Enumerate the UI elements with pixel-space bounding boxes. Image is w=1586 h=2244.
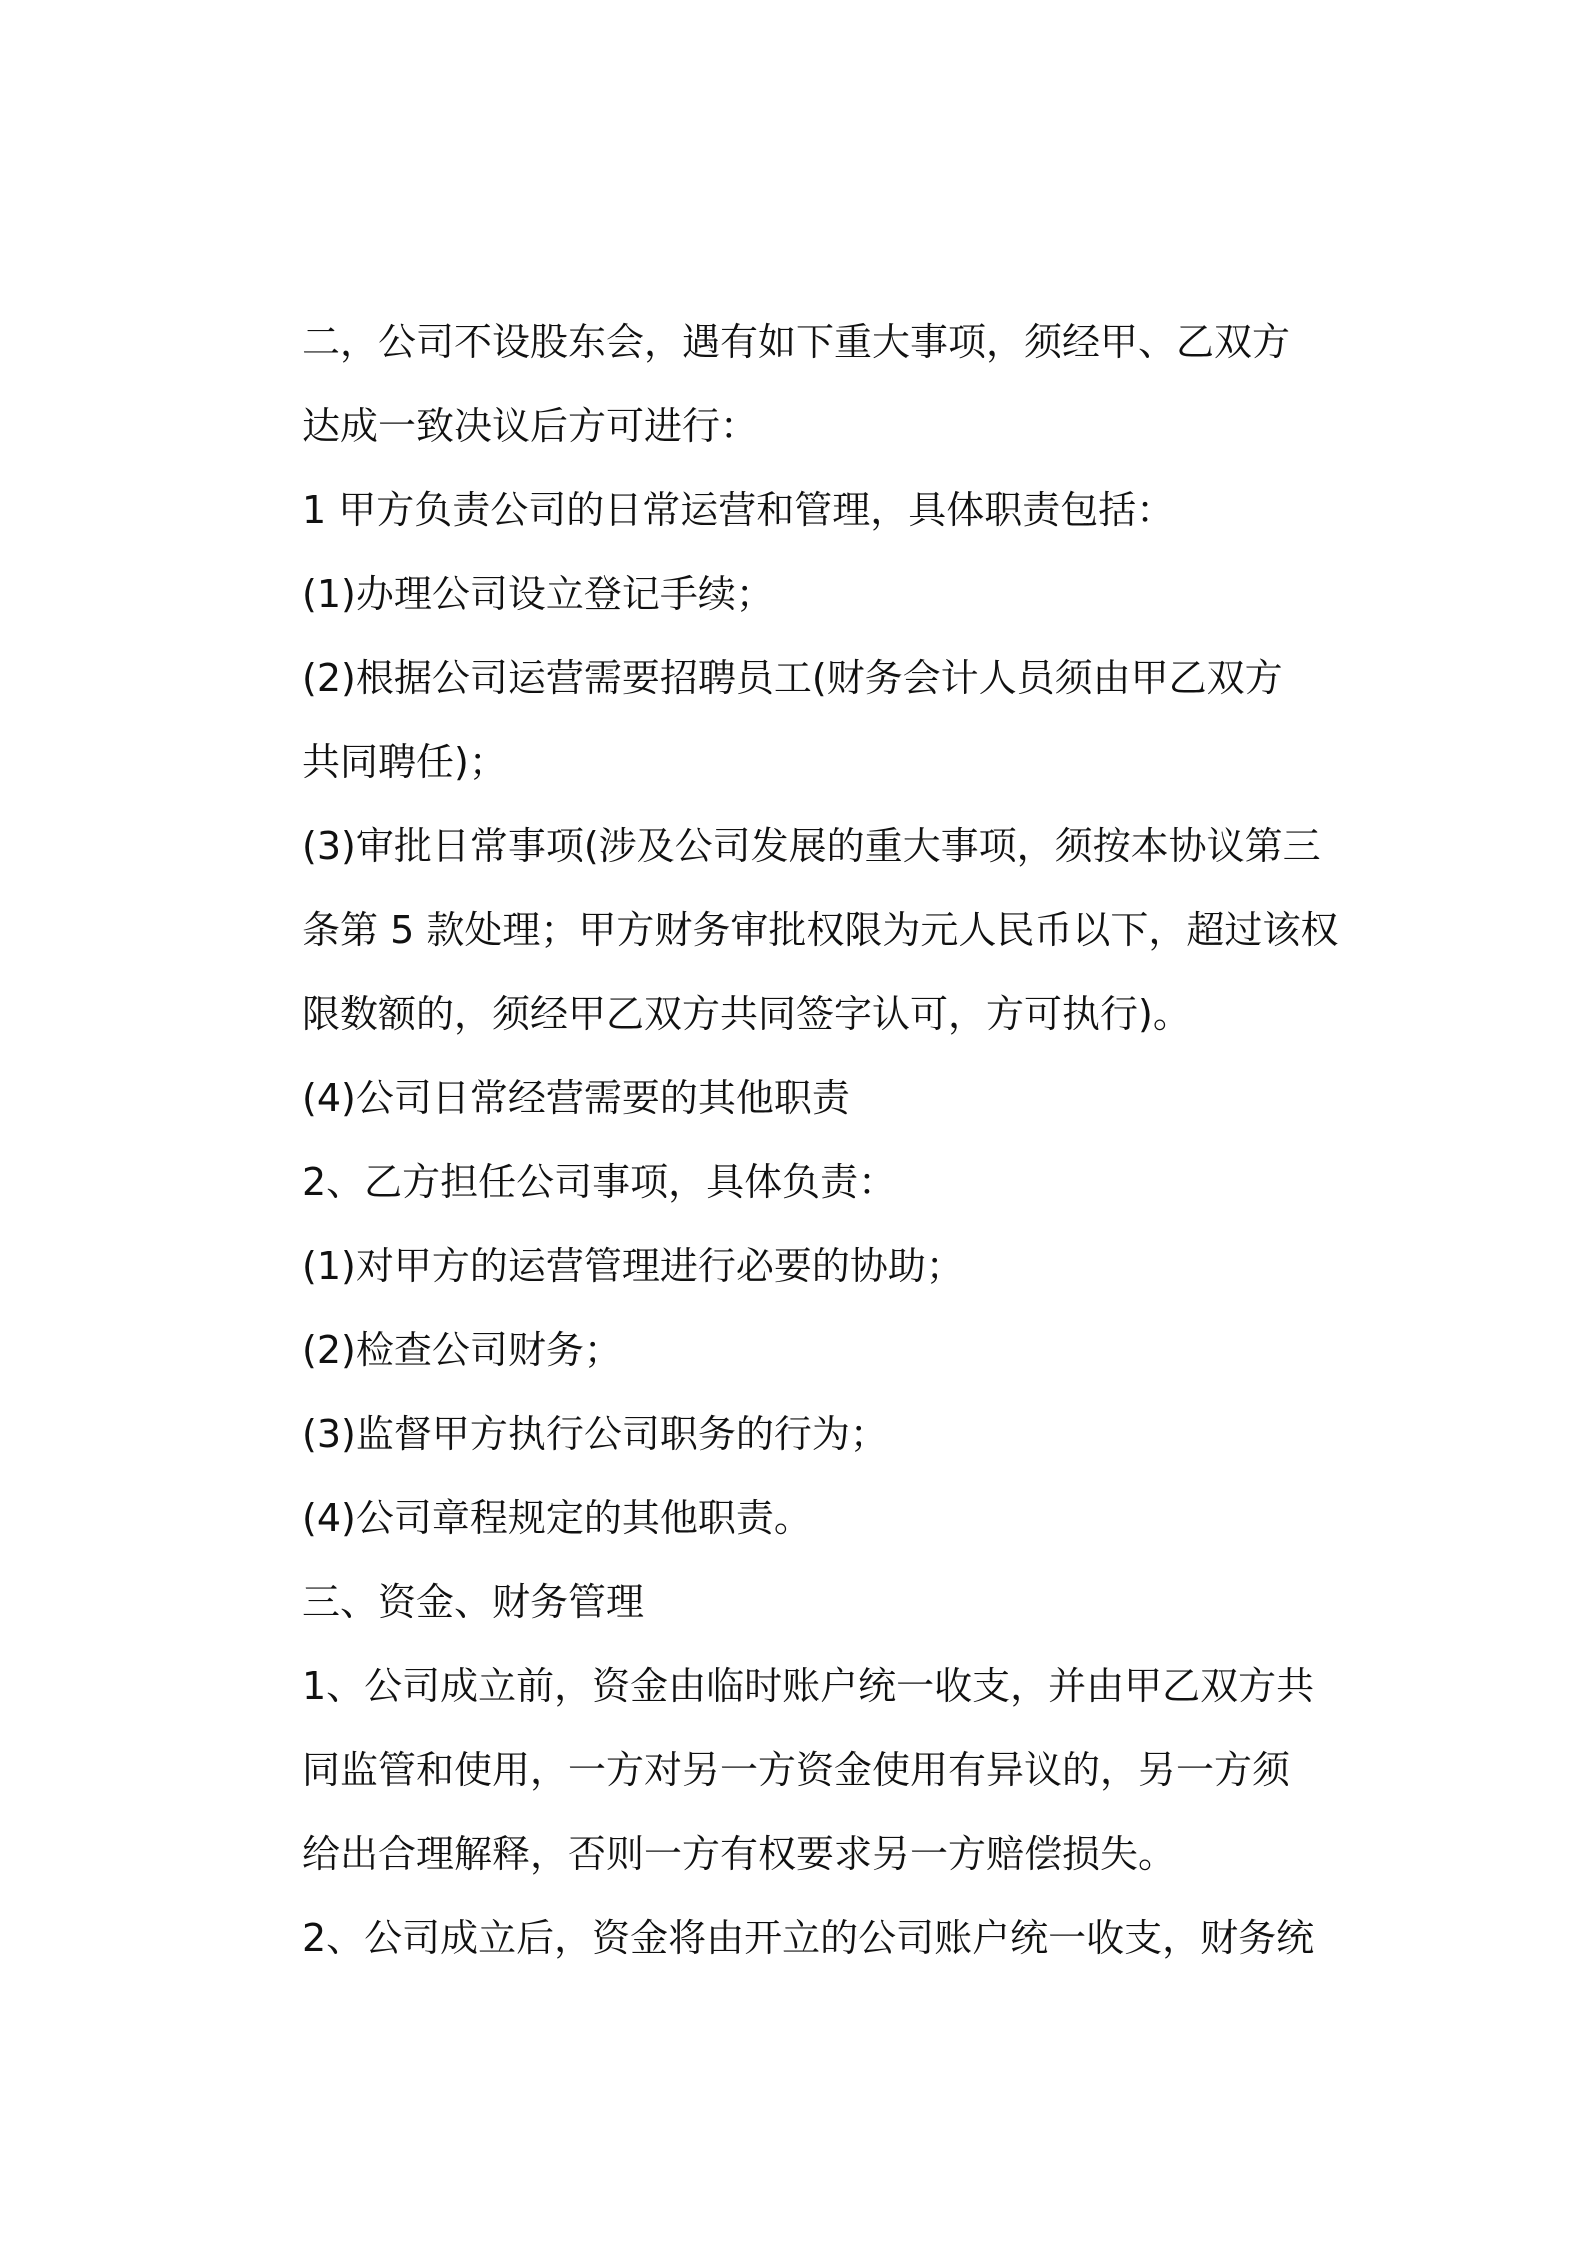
text-line: 1 甲方负责公司的日常运营和管理，具体职责包括： xyxy=(302,488,1175,532)
document-body xyxy=(302,300,1339,1980)
text-line: (2)检查公司财务； xyxy=(302,1328,622,1372)
text-line: 1、公司成立前，资金由临时账户统一收支，并由甲乙双方共 xyxy=(302,1664,1315,1708)
text-line: (3)审批日常事项(涉及公司发展的重大事项，须按本协议第三 xyxy=(302,824,1321,868)
text-line: 达成一致决议后方可进行： xyxy=(302,404,759,448)
text-line: 给出合理解释，否则一方有权要求另一方赔偿损失。 xyxy=(302,1832,1177,1876)
section-heading: 三、资金、财务管理 xyxy=(302,1580,645,1624)
text-line: 条第 5 款处理；甲方财务审批权限为元人民币以下，超过该权 xyxy=(302,908,1339,952)
text-line: (1)对甲方的运营管理进行必要的协助； xyxy=(302,1244,964,1288)
text-line: 共同聘任)； xyxy=(302,740,507,784)
text-line: (3)监督甲方执行公司职务的行为； xyxy=(302,1412,888,1456)
text-line: 2、乙方担任公司事项，具体负责： xyxy=(302,1160,897,1204)
text-line: 限数额的，须经甲乙双方共同签字认可，方可执行)。 xyxy=(302,992,1191,1036)
text-line: (4)公司日常经营需要的其他职责 xyxy=(302,1076,850,1120)
text-line: (4)公司章程规定的其他职责。 xyxy=(302,1496,812,1540)
text-line: 二，公司不设股东会，遇有如下重大事项，须经甲、乙双方 xyxy=(302,320,1291,364)
text-line: (2)根据公司运营需要招聘员工(财务会计人员须由甲乙双方 xyxy=(302,656,1283,700)
text-line: 同监管和使用，一方对另一方资金使用有异议的，另一方须 xyxy=(302,1748,1291,1792)
text-line: (1)办理公司设立登记手续； xyxy=(302,572,774,616)
text-line: 2、公司成立后，资金将由开立的公司账户统一收支，财务统 xyxy=(302,1916,1315,1960)
